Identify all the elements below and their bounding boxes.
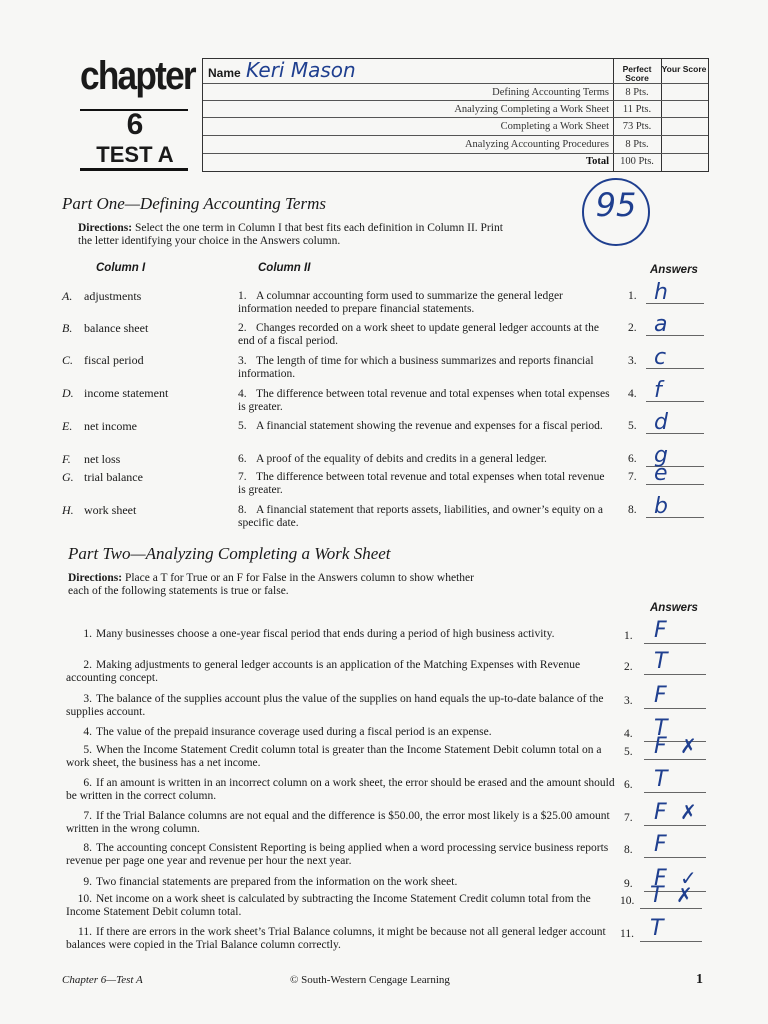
- handwritten-score: 95: [595, 186, 637, 224]
- handwritten-answer: b: [654, 494, 668, 519]
- answer-slot[interactable]: 8. b: [628, 504, 637, 516]
- answer-slot[interactable]: 2. T: [624, 661, 633, 673]
- name-value: Keri Mason: [246, 58, 356, 82]
- part1-title: Part One—Defining Accounting Terms: [62, 194, 326, 213]
- question-item: 1. Many businesses choose a one-year fiscal period that ends during a period of high business activity.: [83, 628, 555, 640]
- term-item: B. balance sheet: [62, 321, 149, 335]
- section-points: 73 Pts.: [622, 121, 652, 132]
- question-item: 3. The balance of the supplies account plus the value of the supplies on hand equals the up-to-date balance of the supplies account.: [66, 693, 604, 718]
- section-label: Completing a Work Sheet: [500, 121, 609, 132]
- handwritten-answer: g: [654, 443, 668, 468]
- your-score-header: Your Score: [661, 64, 707, 74]
- handwritten-answer: F: [654, 866, 667, 891]
- page-number: 1: [696, 972, 703, 987]
- answer-slot[interactable]: 3. F: [624, 695, 633, 707]
- section-total-points: 100 Pts.: [620, 156, 654, 167]
- handwritten-answer: F: [654, 618, 667, 643]
- term-item: G. trial balance: [62, 470, 143, 484]
- answer-slot[interactable]: 5. F ✗: [624, 746, 633, 758]
- answer-slot[interactable]: 5. d: [628, 420, 637, 432]
- section-total-label: Total: [586, 156, 609, 167]
- answer-slot[interactable]: 11. T: [620, 928, 634, 940]
- part2-directions: [68, 572, 488, 598]
- part2-answers-head: Answers: [650, 602, 698, 614]
- section-label: Analyzing Completing a Work Sheet: [454, 104, 609, 115]
- chapter-number: 6: [126, 108, 144, 141]
- answer-slot[interactable]: 7. F ✗: [624, 812, 633, 824]
- definition-item: 5. A financial statement showing the revenue and expenses for a fiscal period.: [238, 420, 603, 432]
- section-label: Analyzing Accounting Procedures: [464, 139, 609, 150]
- question-item: 10. Net income on a work sheet is calculated by subtracting the Income Statement Credit column total from the Income Statement Debit column total.: [66, 893, 591, 918]
- section-points: 8 Pts.: [625, 87, 649, 98]
- handwritten-answer: h: [654, 280, 668, 305]
- part1-directions: [78, 222, 508, 248]
- part2-title: Part Two—Analyzing Completing a Work Sheet: [68, 544, 391, 563]
- answer-slot[interactable]: 4. f: [628, 388, 637, 400]
- term-item: C. fiscal period: [62, 353, 144, 367]
- handwritten-answer: f: [654, 378, 662, 403]
- answer-slot[interactable]: 7. e: [628, 471, 637, 483]
- handwritten-answer: F: [654, 683, 667, 708]
- answer-slot[interactable]: 3. c: [628, 355, 637, 367]
- answer-slot[interactable]: 6. g: [628, 453, 637, 465]
- chapter-divider-bottom: [80, 168, 188, 171]
- definition-item: 4. The difference between total revenue and total expenses when total expenses is greater.: [238, 388, 610, 413]
- answer-slot[interactable]: 6. T: [624, 779, 633, 791]
- section-points: 11 Pts.: [622, 104, 652, 115]
- definition-item: 2. Changes recorded on a work sheet to update general ledger accounts at the end of a fiscal period.: [238, 322, 599, 347]
- part2-directions-label: Directions:: [68, 572, 123, 584]
- term-item: E. net income: [62, 419, 137, 433]
- term-item: F. net loss: [62, 452, 121, 466]
- term-item: D. income statement: [62, 386, 169, 400]
- handwritten-answer: T: [650, 916, 664, 941]
- question-item: 5. When the Income Statement Credit column total is greater than the Income Statement Debit column total on a work sheet, the business has a net income.: [66, 744, 602, 769]
- handwritten-answer: F: [654, 832, 667, 857]
- grading-mark: ✓: [680, 866, 697, 890]
- handwritten-answer: T: [650, 883, 664, 908]
- question-item: 4. The value of the prepaid insurance coverage used during a fiscal period is an expense.: [83, 726, 492, 738]
- question-item: 8. The accounting concept Consistent Reporting is being applied when a word processing service business reports revenue per page one year and revenue per hour the next year.: [66, 842, 609, 867]
- handwritten-answer: T: [654, 716, 668, 741]
- handwritten-answer: T: [654, 649, 668, 674]
- question-item: 2. Making adjustments to general ledger accounts is an application of the Matching Expenses with Revenue accounting concept.: [66, 659, 581, 684]
- handwritten-answer: F: [654, 734, 667, 759]
- definition-item: 1. A columnar accounting form used to summarize the general ledger information needed to prepare financial statements.: [238, 290, 563, 315]
- section-points: 8 Pts.: [625, 139, 649, 150]
- footer-copyright: © South-Western Cengage Learning: [290, 974, 450, 986]
- grading-mark: ✗: [680, 734, 697, 758]
- part1-directions-text: Select the one term in Column I that best fits each definition in Column II. Print the letter identifying your choice in the Answers column.: [78, 222, 503, 247]
- part2-directions-text: Place a T for True or an F for False in the Answers column to show whether each of the following statements is true or false.: [68, 572, 474, 597]
- answer-slot[interactable]: 1. F: [624, 630, 633, 642]
- answer-slot[interactable]: 8. F: [624, 844, 633, 856]
- answer-slot[interactable]: 10. T ✗: [620, 895, 634, 907]
- answer-slot[interactable]: 4. T: [624, 728, 633, 740]
- perfect-score-header: Perfect Score: [622, 64, 652, 83]
- answer-slot[interactable]: 2. a: [628, 322, 637, 334]
- definition-item: 8. A financial statement that reports assets, liabilities, and owner’s equity on a specific date.: [238, 504, 603, 529]
- question-item: 7. If the Trial Balance columns are not equal and the difference is $50.00, the error most likely is a $25.00 amount written in the wrong column.: [66, 810, 610, 835]
- question-item: 9. Two financial statements are prepared from the information on the work sheet.: [83, 876, 458, 888]
- handwritten-answer: F: [654, 800, 667, 825]
- test-label: TEST A: [96, 142, 174, 167]
- part1-answers-head: Answers: [650, 264, 698, 276]
- answer-slot[interactable]: 1. h: [628, 290, 637, 302]
- question-item: 11. If there are errors in the work sheet’s Trial Balance columns, it might be because not all general ledger account balances were copied in the Trial Balance column correctly.: [66, 926, 606, 951]
- definition-item: 6. A proof of the equality of debits and credits in a general ledger.: [238, 453, 547, 465]
- section-label: Defining Accounting Terms: [492, 87, 609, 98]
- handwritten-answer: T: [654, 767, 668, 792]
- chapter-word: chapter: [80, 54, 195, 98]
- term-item: A. adjustments: [62, 289, 142, 303]
- handwritten-answer: c: [654, 345, 667, 370]
- handwritten-answer: a: [654, 312, 668, 337]
- part1-directions-label: Directions:: [78, 222, 133, 234]
- name-label: Name: [208, 66, 241, 80]
- handwritten-answer: e: [654, 461, 668, 486]
- footer-chapter: Chapter 6—Test A: [62, 974, 143, 986]
- grading-mark: ✗: [680, 800, 697, 824]
- term-item: H. work sheet: [62, 503, 137, 517]
- answer-slot[interactable]: 9. F ✓: [624, 878, 633, 890]
- column-2-head: Column II: [258, 262, 311, 274]
- handwritten-answer: d: [654, 410, 668, 435]
- column-1-head: Column I: [96, 262, 146, 274]
- score-col-divider: [661, 59, 662, 171]
- definition-item: 7. The difference between total revenue and total expenses when total revenue is greater.: [238, 471, 605, 496]
- question-item: 6. If an amount is written in an incorrect column on a work sheet, the error should be erased and the amount should be written in the correct column.: [66, 777, 615, 802]
- grading-mark: ✗: [676, 883, 693, 907]
- definition-item: 3. The length of time for which a business summarizes and reports financial information.: [238, 355, 594, 380]
